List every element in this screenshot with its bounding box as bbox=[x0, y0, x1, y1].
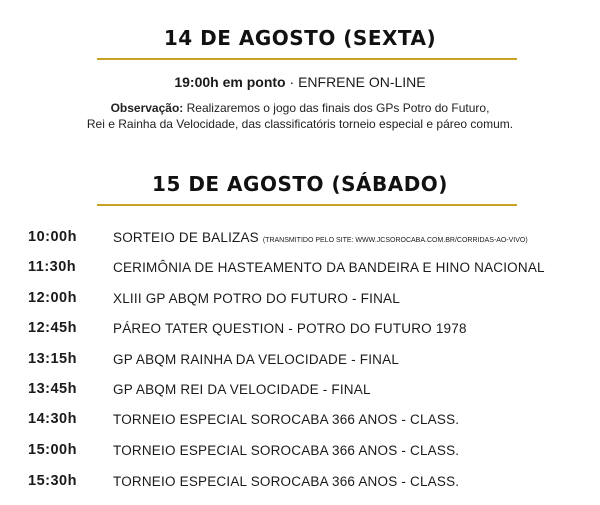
schedule-row bbox=[0, 318, 600, 340]
schedule-event bbox=[113, 321, 467, 336]
schedule-event-label: TORNEIO ESPECIAL SOROCABA 366 ANOS - CLASS. bbox=[113, 474, 460, 489]
day1-time: 19:00h bbox=[174, 74, 219, 90]
schedule-row bbox=[0, 379, 600, 401]
day1-divider bbox=[97, 58, 517, 60]
schedule-event-label: XLIII GP ABQM POTRO DO FUTURO - FINAL bbox=[113, 291, 400, 306]
schedule-time: 12:00h bbox=[28, 290, 77, 306]
day2-title: 15 DE AGOSTO (SÁBADO) bbox=[152, 172, 448, 196]
schedule-row bbox=[0, 288, 600, 310]
schedule-time: 11:30h bbox=[28, 259, 77, 275]
schedule-time: 15:00h bbox=[28, 442, 77, 458]
schedule-time: 13:15h bbox=[28, 351, 77, 367]
schedule-time: 14:30h bbox=[28, 411, 77, 427]
schedule-event-label: TORNEIO ESPECIAL SOROCABA 366 ANOS - CLASS. bbox=[113, 412, 460, 427]
day1-separator: · bbox=[289, 74, 295, 90]
schedule-event-label: GP ABQM RAINHA DA VELOCIDADE - FINAL bbox=[113, 352, 400, 367]
schedule-time: 13:45h bbox=[28, 381, 77, 397]
schedule-row bbox=[0, 349, 600, 371]
schedule-row bbox=[0, 227, 600, 249]
day1-time-line bbox=[0, 74, 600, 90]
day1-title: 14 DE AGOSTO (SEXTA) bbox=[163, 26, 437, 50]
schedule-time: 12:45h bbox=[28, 320, 77, 336]
schedule-row bbox=[0, 471, 600, 493]
schedule-event bbox=[113, 230, 528, 245]
schedule-event-label: TORNEIO ESPECIAL SOROCABA 366 ANOS - CLASS. bbox=[113, 443, 460, 458]
day1-note-line1: Realizaremos o jogo das finais dos GPs Potro do Futuro, bbox=[186, 101, 490, 115]
schedule-event-note: (TRANSMITIDO PELO SITE: WWW.JCSOROCABA.COM.BR/CORRIDAS-AO-VIVO) bbox=[262, 237, 528, 244]
schedule-event bbox=[113, 474, 459, 489]
day1-em-ponto: em ponto bbox=[222, 74, 286, 90]
day2-divider bbox=[97, 204, 517, 206]
schedule-time: 10:00h bbox=[28, 229, 77, 245]
schedule-event bbox=[113, 412, 459, 427]
schedule-event bbox=[113, 352, 399, 367]
schedule-event-label: PÁREO TATER QUESTION - POTRO DO FUTURO 1978 bbox=[113, 321, 467, 336]
schedule-row bbox=[0, 257, 600, 279]
schedule-event bbox=[113, 260, 545, 275]
schedule-event-label: SORTEIO DE BALIZAS bbox=[113, 230, 259, 245]
day1-note bbox=[0, 100, 600, 132]
schedule-event bbox=[113, 382, 371, 397]
day1-channel: ENFRENE ON-LINE bbox=[298, 74, 426, 90]
schedule-event-label: GP ABQM REI DA VELOCIDADE - FINAL bbox=[113, 382, 371, 397]
schedule-time: 15:30h bbox=[28, 473, 77, 489]
schedule-event bbox=[113, 291, 400, 306]
schedule-row bbox=[0, 440, 600, 462]
schedule-row bbox=[0, 409, 600, 431]
schedule-event bbox=[113, 443, 459, 458]
day1-note-label: Observação: bbox=[110, 101, 184, 115]
schedule-event-label: CERIMÔNIA DE HASTEAMENTO DA BANDEIRA E HINO NACIONAL bbox=[113, 260, 545, 275]
day1-note-line2: Rei e Rainha da Velocidade, das classificatóris torneio especial e páreo comum. bbox=[86, 117, 514, 131]
